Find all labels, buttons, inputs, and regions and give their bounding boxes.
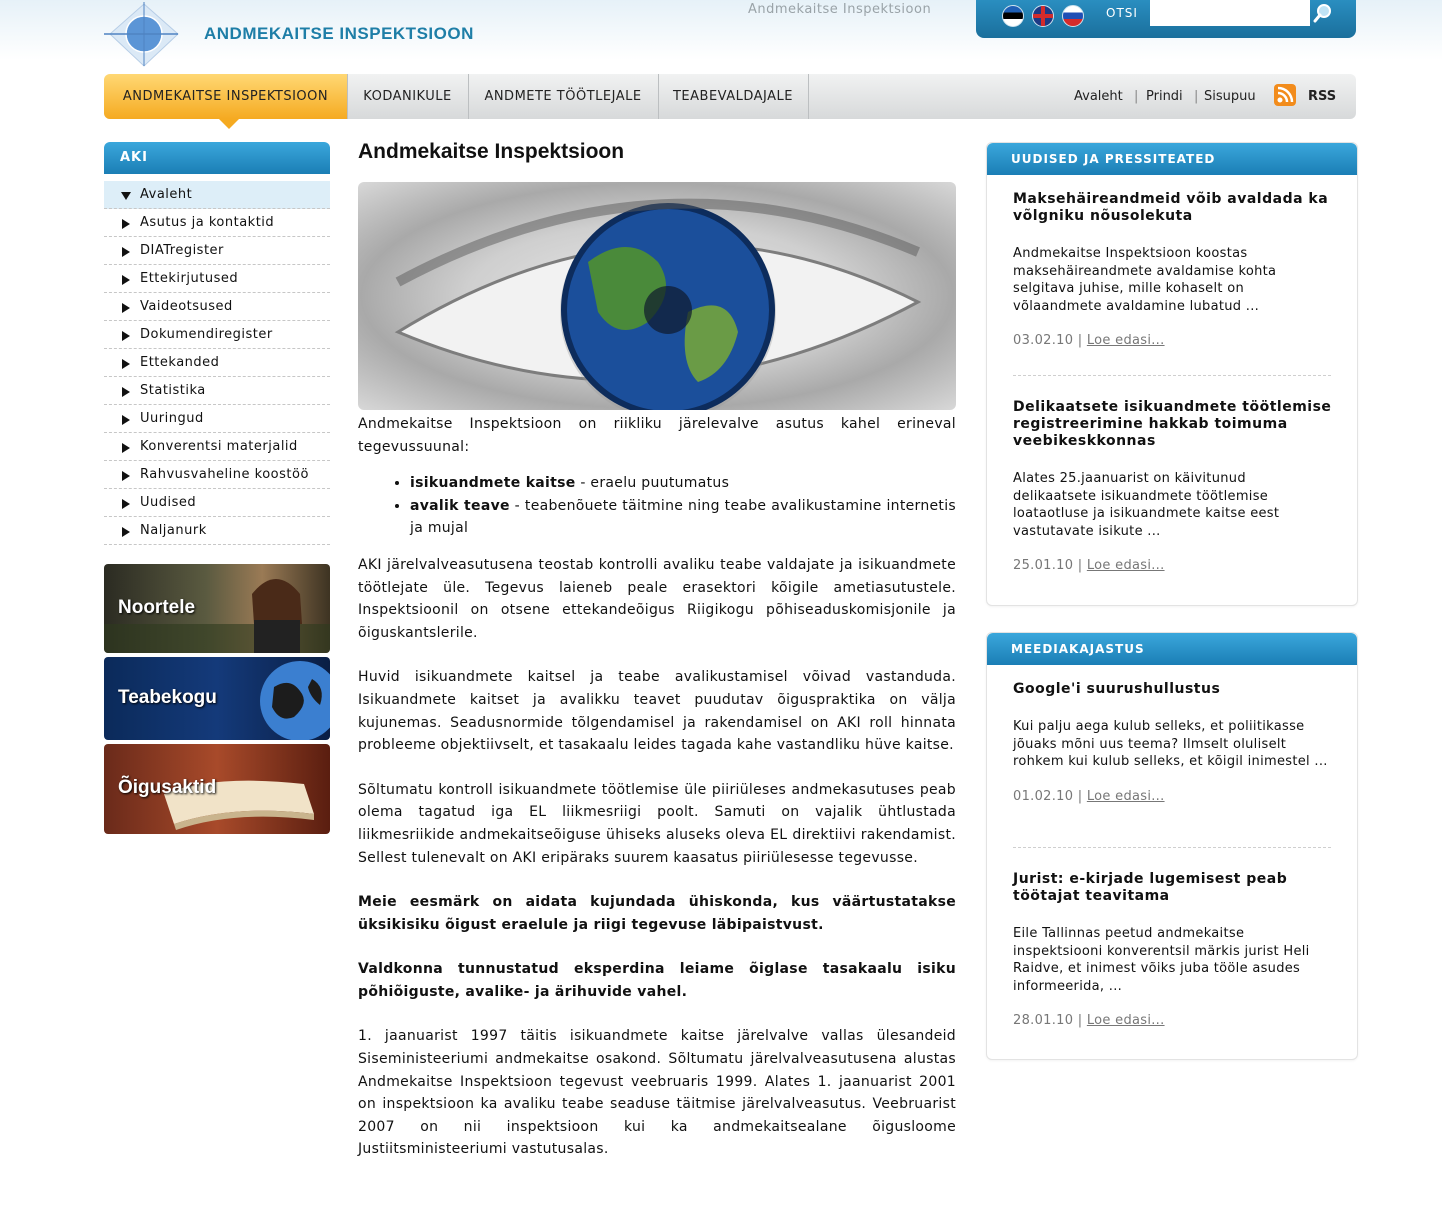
read-more-link[interactable]: Loe edasi... [1086,558,1165,573]
media-summary: Eile Tallinnas peetud andmekaitse inspektsiooni konverentsil märkis jurist Heli Raidve, et inimest võiks juba tööle asudes informeerida, ... [1013,926,1310,994]
flag-uk-icon[interactable] [1032,5,1054,27]
media-item: Google'i suurushullustus Kui palju aega kulub selleks, et poliitikasse jõuaks mõni uus teema? Ilmselt oluliselt rohkem kui kulub selleks, et kõigil inimestel ... 01.02.10 | Loe edasi... [1013,681,1333,804]
list-item: • isikuandmete kaitse - eraelu puutumatus [410,472,956,495]
read-more-link[interactable]: Loe edasi... [1086,333,1165,348]
news-summary: Alates 25.jaanuarist on käivitunud delikaatsete isikuandmete töötlemise loataotluse ja isikuandmete kaitse eest vastutavate isikute ... [1013,471,1280,539]
mission-statement: Meie eesmärk on aidata kujundada ühiskonda, kus väärtustatakse üksikisiku õigust eraelule ja riigi tegevuse läbipaistvust. [358,894,956,933]
page-title: Andmekaitse Inspektsioon [358,140,625,163]
logo-text[interactable]: ANDMEKAITSE INSPEKTSIOON [204,24,474,43]
util-link-prindi[interactable]: Prindi [1146,89,1183,104]
promo-teabekogu-banner[interactable] [104,657,330,740]
media-box-heading: MEEDIAKAJASTUS [987,633,1357,665]
flag-ru-icon[interactable] [1062,5,1084,27]
read-more-link[interactable]: Loe edasi... [1086,1013,1165,1028]
hero-eye-image [358,182,956,410]
triangle-right-icon [122,247,130,257]
news-box-heading: UUDISED JA PRESSITEATED [987,143,1357,175]
news-box [986,142,1358,606]
media-item: Jurist: e-kirjade lugemisest peab töötajat teavitama Eile Tallinnas peetud andmekaitse inspektsiooni konverentsil märkis jurist Heli Raidve, et inimest võiks juba tööle asudes informeerida, ... 28.01.10 | Loe edasi... [1013,871,1333,1028]
tab-kodanikule[interactable]: KODANIKULE [347,74,469,119]
triangle-right-icon [122,303,130,313]
sidebar-item-rahvusvaheline-koostoo[interactable]: Rahvusvaheline koostöö [104,461,330,489]
sidebar-item-dokumendiregister[interactable]: Dokumendiregister [104,321,330,349]
search-input[interactable] [1150,0,1310,26]
search-panel [976,0,1356,38]
util-separator: | [1194,89,1199,104]
util-link-rss[interactable]: RSS [1308,89,1337,104]
content-paragraph: AKI järelvalveasutusena teostab kontrolli avaliku teabe valdajate ja isikuandmete töötlejate üle. Tegevus laieneb peale erasektori kõigile ametiasutustele. Inspektsioonil on otsene ettekandeõigus Riigikogu põhiseaduskomisjonile ja õiguskantslerile. [358,556,956,641]
sidebar-item-ettekanded[interactable]: Ettekanded [104,349,330,377]
news-item: Maksehäireandmeid võib avaldada ka võlgniku nõusolekuta Andmekaitse Inspektsioon koostas maksehäireandmete avaldamise kohta selgitava juhise, mille kohaselt on võlaandmete avaldamine lubatud ... 03.02.10 | Loe edasi... [1013,191,1333,348]
header-caption: Andmekaitse Inspektsioon [748,2,932,17]
content-paragraph: Huvid isikuandmete kaitsel ja teabe avalikustamisel võivad vastanduda. Isikuandmete kaitset ja avalikku teavet puudutav õiguspraktika on välja kujunemas. Seadusnormide tõlgendamisel ja rakendamisel on AKI roll hinnata probleeme objektiivselt, et tasakaalu leides tagada kahe vastandliku hüve kaitse. [358,669,956,754]
util-separator: | [1134,89,1139,104]
content-paragraph: Sõltumatu kontroll isikuandmete töötlemise üle piiriüleses andmekasutuses peab olema tagatud iga EL liikmesriigi poolt. Samuti on vajalik ühtlustada liikmesriikide andmekaitseõiguse ühiseks aluseks oleva EL direktiivi rakendamist. Sellest tulenevalt on AKI eripäraks suurem kaasatus piiriülesesse tegevusse. [358,781,956,866]
triangle-right-icon [122,275,130,285]
media-title-link[interactable]: Google'i suurushullustus [1013,681,1221,697]
active-tab-arrow [219,119,239,129]
rss-icon[interactable] [1274,84,1296,106]
sidebar-item-diatregister[interactable]: DIATregister [104,237,330,265]
sidebar-item-uuringud[interactable]: Uuringud [104,405,330,433]
main-nav [104,74,1356,119]
search-label: OTSI [1106,6,1138,20]
divider [1013,847,1331,848]
sidebar-item-uudised[interactable]: Uudised [104,489,330,517]
vision-statement: Valdkonna tunnustatud eksperdina leiame õiglase tasakaalu isiku põhiõiguste, avalike- ja ärihuvide vahel. [358,961,956,1000]
media-title-link[interactable]: Jurist: e-kirjade lugemisest peab töötajat teavitama [1013,871,1288,904]
triangle-right-icon [122,415,130,425]
triangle-down-icon [121,192,131,200]
tab-andmete-tootlejale[interactable]: ANDMETE TÖÖTLEJALE [468,74,659,119]
news-summary: Andmekaitse Inspektsioon koostas maksehäireandmete avaldamise kohta selgitava juhise, mille kohaselt on võlaandmete avaldamine lubatud ... [1013,246,1277,314]
triangle-right-icon [122,387,130,397]
activity-list [358,472,956,540]
triangle-right-icon [122,471,130,481]
media-date: 28.01.10 [1013,1013,1074,1028]
promo-teabekogu-label: Teabekogu [118,687,217,708]
intro-paragraph: Andmekaitse Inspektsioon on riikliku järelevalve asutus kahel erineval tegevussuunal: [358,416,956,455]
sidebar-item-asutus[interactable]: Asutus ja kontaktid [104,209,330,237]
util-link-sisupuu[interactable]: Sisupuu [1204,89,1256,104]
sidebar-heading: AKI [104,142,330,174]
news-date: 03.02.10 [1013,333,1074,348]
sidebar-item-vaideotsused[interactable]: Vaideotsused [104,293,330,321]
sidebar-item-ettekirjutused[interactable]: Ettekirjutused [104,265,330,293]
tab-andmekaitse-inspektsioon[interactable]: ANDMEKAITSE INSPEKTSIOON [104,74,348,119]
promo-noortele-label: Noortele [118,597,196,618]
triangle-right-icon [122,443,130,453]
sidebar-item-statistika[interactable]: Statistika [104,377,330,405]
triangle-right-icon [122,527,130,537]
main-content [358,140,956,1158]
read-more-link[interactable]: Loe edasi... [1086,788,1165,804]
list-item: • avalik teave - teabenõuete täitmine ning teabe avalikustamine internetis ja mujal [410,495,956,540]
triangle-right-icon [122,359,130,369]
news-title-link[interactable]: Delikaatsete isikuandmete töötlemise registreerimine hakkab toimuma veebikeskkonnas [1013,399,1332,449]
triangle-right-icon [122,499,130,509]
sidebar-menu [104,181,330,545]
triangle-right-icon [122,331,130,341]
sidebar-item-naljanurk[interactable]: Naljanurk [104,517,330,545]
util-link-avaleht[interactable]: Avaleht [1074,89,1123,104]
triangle-right-icon [122,219,130,229]
media-box [986,632,1358,1060]
promo-oigusaktid-label: Õigusaktid [118,777,217,798]
sidebar-item-avaleht[interactable]: Avaleht [104,181,330,209]
search-icon[interactable] [1312,2,1334,24]
history-paragraph: 1. jaanuarist 1997 täitis isikuandmete kaitse järelvalve vallas ülesandeid Siseministeeriumi andmekaitse osakond. Sõltumatu järelvalveasutusena alustas Andmekaitse Inspektsioon tegevust veebruaris 1999. Alates 1. jaanuarist 2001 on inspektsioon ka avaliku teabe seaduse täitmise järelvalveasutus. Veebruarist 2007 on nii inspektsioon kui ka andmekaitsealane õigusloome Justiitsministeeriumi vastutusalas. [358,1028,956,1158]
news-date: 25.01.10 [1013,558,1074,573]
news-item: Delikaatsete isikuandmete töötlemise registreerimine hakkab toimuma veebikeskkonnas Alates 25.jaanuarist on käivitunud delikaatsete isikuandmete töötlemise loataotluse ja isikuandmete kaitse eest vastutavate isikute ... 25.01.10 | Loe edasi... [1013,399,1332,573]
media-summary: Kui palju aega kulub selleks, et poliitikasse jõuaks mõni uus teema? Ilmselt oluliselt rohkem kui kulub selleks, et kõigil inimestel ... [1013,719,1328,769]
promo-noortele-banner[interactable] [104,564,330,653]
tab-teabevaldajale[interactable]: TEABEVALDAJALE [658,74,809,119]
divider [1013,375,1331,376]
media-date: 01.02.10 [1013,788,1074,804]
sidebar-item-konverentsi-materjalid[interactable]: Konverentsi materjalid [104,433,330,461]
news-title-link[interactable]: Maksehäireandmeid võib avaldada ka võlgniku nõusolekuta [1013,191,1329,224]
flag-ee-icon[interactable] [1002,5,1024,27]
promo-oigusaktid-banner[interactable] [104,744,330,834]
logo-icon[interactable] [104,2,182,68]
